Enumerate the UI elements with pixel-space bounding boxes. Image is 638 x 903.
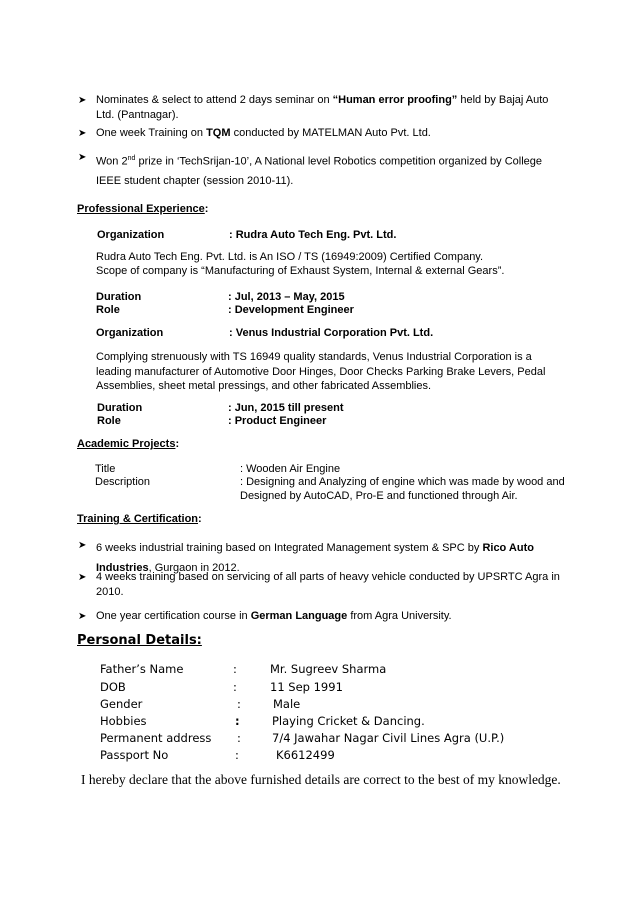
bullet-arrow-icon: ➤ [78,572,87,583]
professional-experience-heading: Professional Experience: [77,203,209,215]
gender-value: Male [273,697,301,711]
gender-label: Gender [100,697,143,711]
dob-label: DOB [100,680,126,694]
role-label: Role [96,304,120,316]
separator: : [233,680,237,694]
duration-label: Duration [96,291,142,303]
father-name-label: Father’s Name [100,662,184,676]
duration-value: : Jul, 2013 – May, 2015 [228,291,345,303]
company-description: Complying strenuously with TS 16949 quality standards, Venus Industrial Corporation is a leading manufacturer of Automotive Door Hinges, Door Checks Parking Brake Levers, Pedal Assemblies, sheet metal pressings, and other fabricated Assemblies. [96,351,546,392]
organization-value: : Venus Industrial Corporation Pvt. Ltd. [229,327,434,339]
permanent-address-label: Permanent address [100,731,212,745]
separator: : [237,731,241,745]
tqm-bullet-text: One week Training on TQM conducted by MATELMAN Auto Pvt. Ltd. [96,127,431,139]
seminar-bullet-text: Nominates & select to attend 2 days seminar on “Human error proofing” held by Bajaj Auto Ltd. (Pantnagar). [96,94,549,121]
bullet-arrow-icon: ➤ [78,611,87,622]
robotics-bullet-text: Won 2nd prize in ‘TechSrijan-10’, A National level Robotics competition organized by College IEEE student chapter (session 2010-11). [96,155,542,187]
permanent-address-value: 7/4 Jawahar Nagar Civil Lines Agra (U.P.) [272,731,505,745]
training-heading: Training & Certification: [77,513,202,525]
role-value: : Product Engineer [228,415,327,427]
training-item: One year certification course in German Language from Agra University. [96,610,452,622]
father-name-value: Mr. Sugreev Sharma [270,662,387,676]
project-description-label: Description [95,476,151,488]
duration-value: : Jun, 2015 till present [228,402,344,414]
company-scope: Scope of company is “Manufacturing of Exhaust System, Internal & external Gears”. [96,265,505,277]
bullet-arrow-icon: ➤ [78,128,87,139]
organization-value: : Rudra Auto Tech Eng. Pvt. Ltd. [229,229,397,241]
organization-label: Organization [97,229,165,241]
passport-label: Passport No [100,748,169,762]
dob-value: 11 Sep 1991 [270,680,343,694]
project-title-value: : Wooden Air Engine [240,463,341,475]
project-title-label: Title [95,463,116,475]
duration-label: Duration [97,402,143,414]
separator: : [233,662,237,676]
bullet-arrow-icon: ➤ [78,540,87,551]
passport-value: K6612499 [276,748,335,762]
declaration-text: I hereby declare that the above furnished details are correct to the best of my knowledge. [81,772,561,787]
personal-details-heading: Personal Details: [77,633,202,648]
hobbies-label: Hobbies [100,714,147,728]
organization-label: Organization [96,327,164,339]
project-description-value: : Designing and Analyzing of engine which was made by wood and Designed by AutoCAD, Pro-E and functioned through Air. [240,476,565,502]
bullet-arrow-icon: ➤ [78,152,87,163]
separator: : [235,714,240,728]
company-description: Rudra Auto Tech Eng. Pvt. Ltd. is An ISO / TS (16949:2009) Certified Company. [96,251,484,263]
separator: : [237,697,241,711]
bullet-arrow-icon: ➤ [78,95,87,106]
separator: : [235,748,239,762]
training-item: 6 weeks industrial training based on Integrated Management system & SPC by Rico Auto Industries, Gurgaon in 2012. [96,542,534,574]
role-value: : Development Engineer [228,304,354,316]
training-item: 4 weeks training based on servicing of all parts of heavy vehicle conducted by UPSRTC Agra in 2010. [96,571,560,598]
academic-projects-heading: Academic Projects: [77,438,180,450]
hobbies-value: Playing Cricket & Dancing. [272,714,425,728]
role-label: Role [97,415,121,427]
